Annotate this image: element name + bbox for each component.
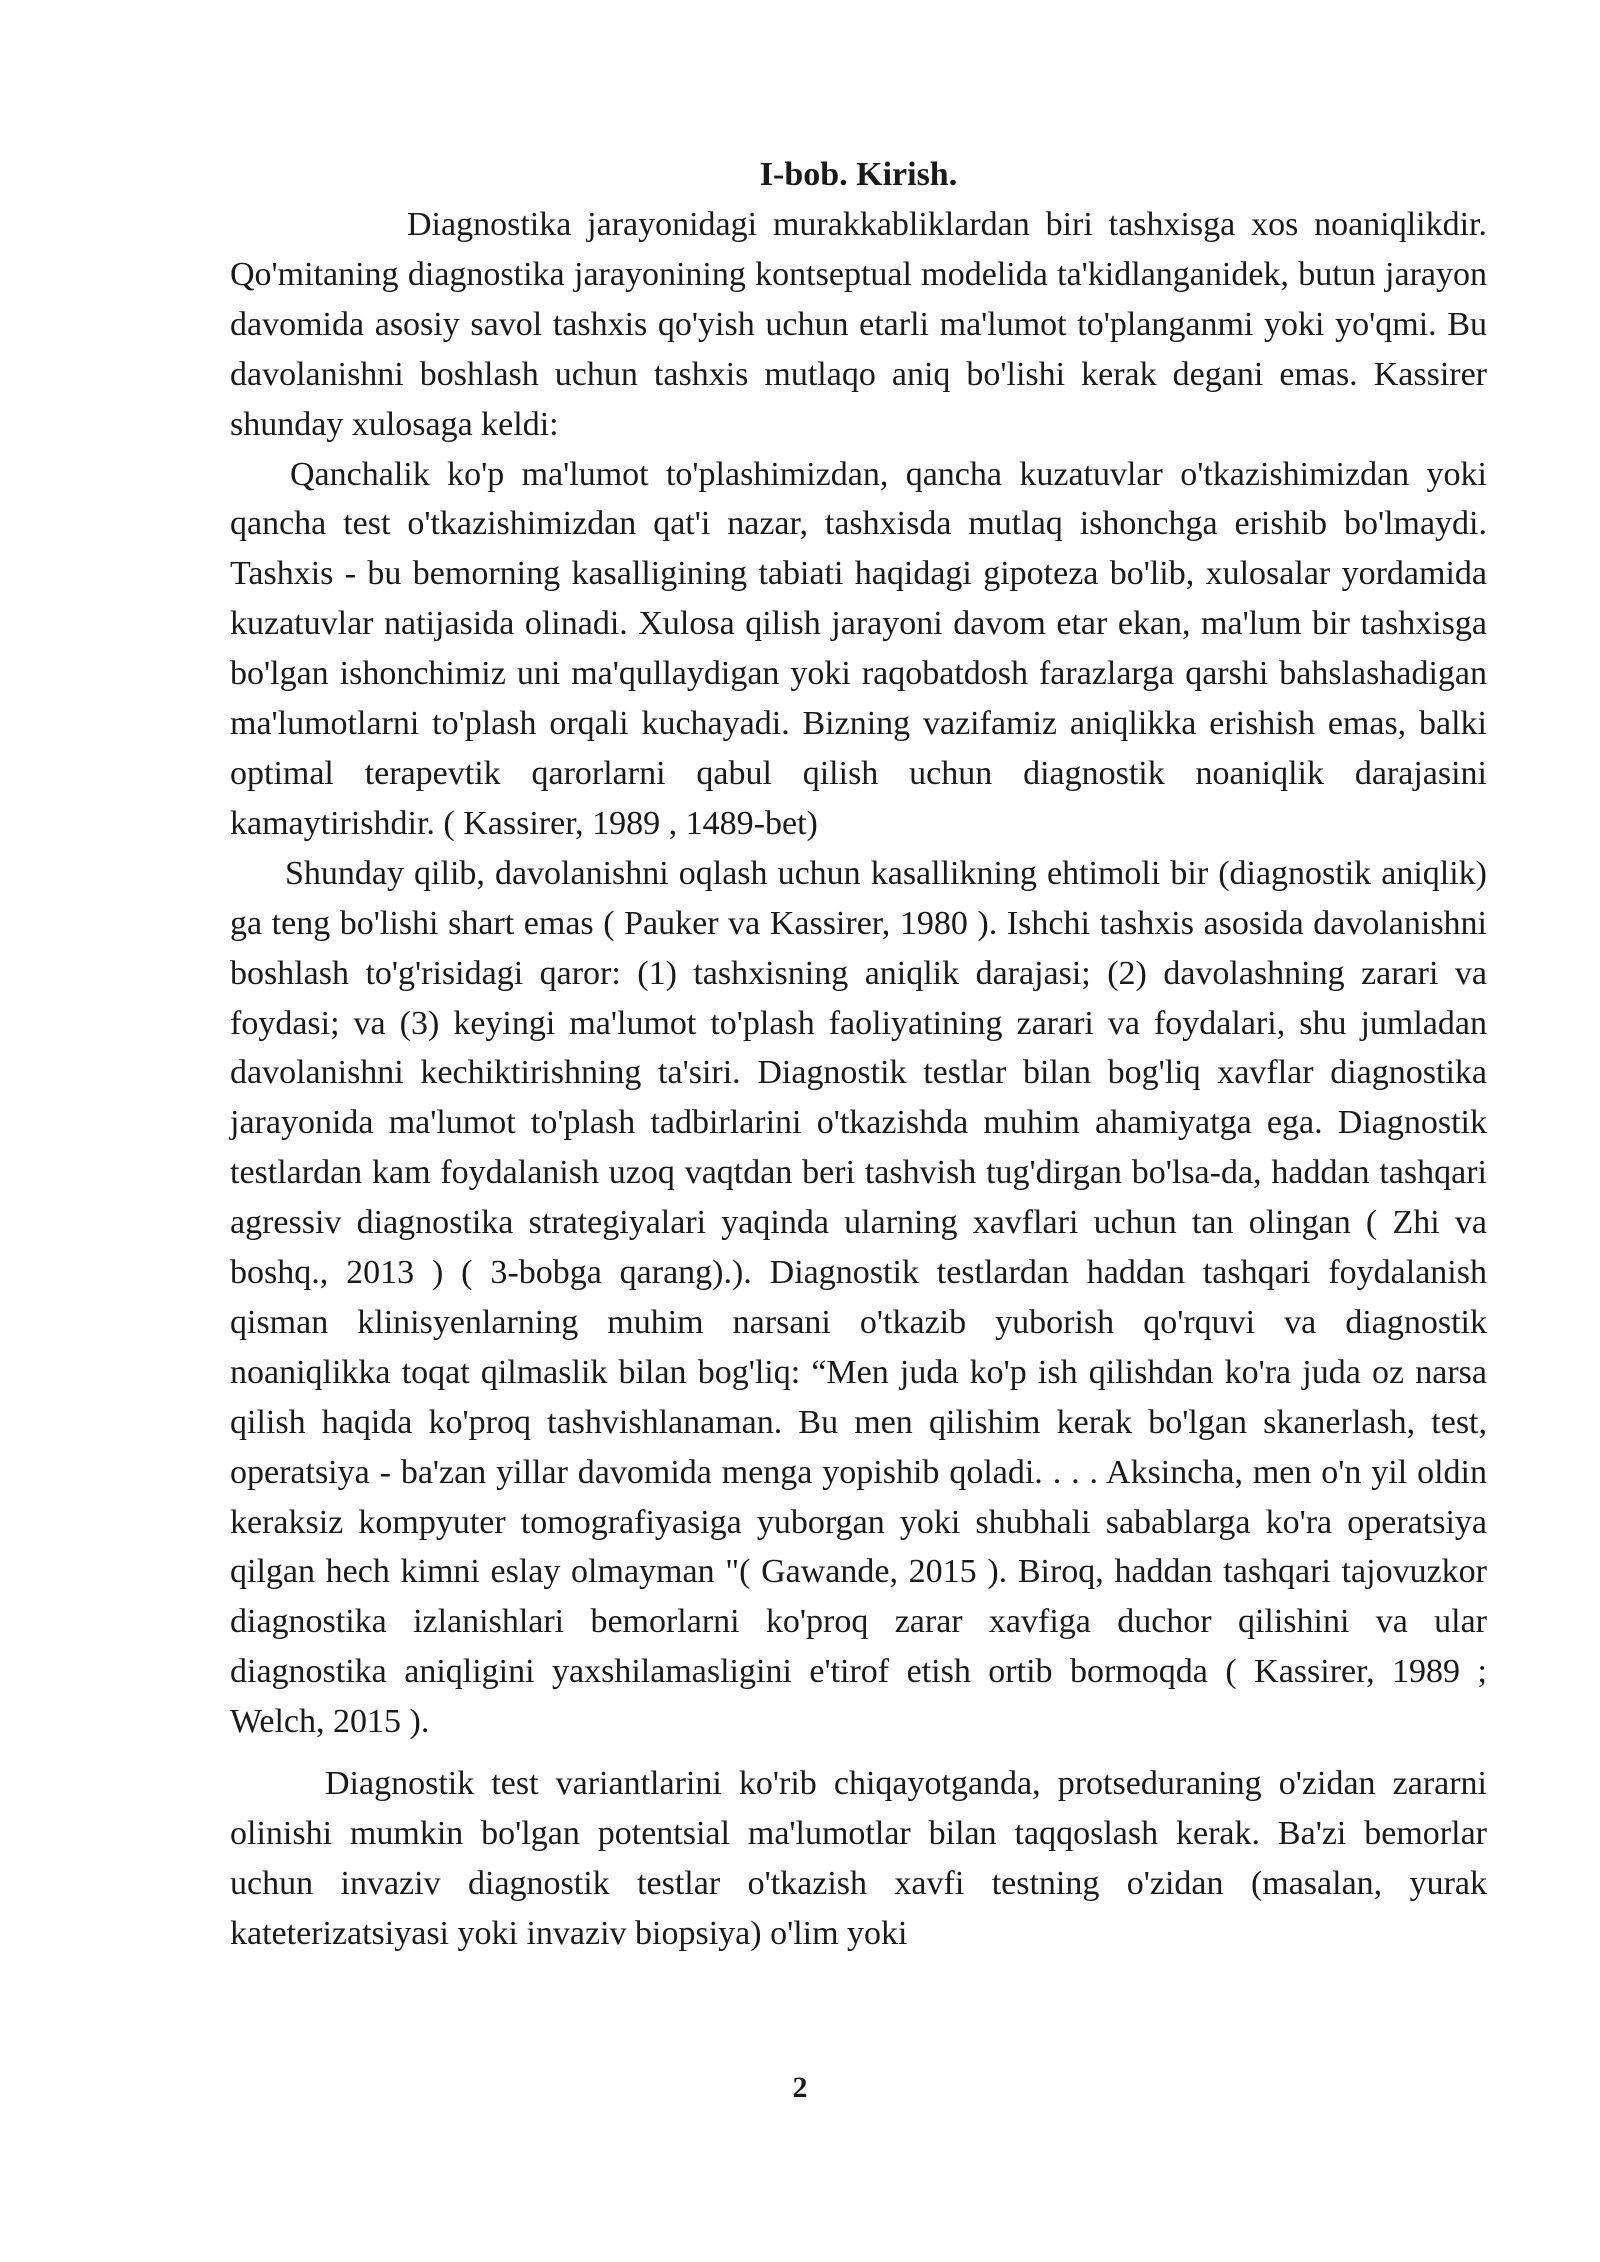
paragraph-1: Diagnostika jarayonidagi murakkabliklardan biri tashxisga xos noaniqlikdir. Qo'mitaning diagnostika jarayonining kontseptual modelida ta'kidlanganidek, butun jarayon davomida asosiy savol tashxis qo'yish uchun etarli ma'lumot to'planganmi yoki yo'qmi. Bu davolanishni boshlash uchun tashxis mutlaqo aniq bo'lishi kerak degani emas. Kassirer shunday xulosaga keldi: — [230, 206, 1487, 443]
paragraph-3: Shunday qilib, davolanishni oqlash uchun kasallikning ehtimoli bir (diagnostik aniqlik) ga teng bo'lishi shart emas ( Pauker va Kassirer, 1980 ). Ishchi tashxis asosida davolanishni boshlash to'g'risidagi qaror: (1) tashxisning aniqlik darajasi; (2) davolashning zarari va foydasi; va (3) keyingi ma'lumot to'plash faoliyatining zarari va foydalari, shu jumladan davolanishni kechiktirishning ta'siri. Diagnostik testlar bilan bog'liq xavflar diagnostika jarayonida ma'lumot to'plash tadbirlarini o'tkazishda muhim ahamiyatga ega. Diagnostik testlardan kam foydalanish uzoq vaqtdan beri tashvish tug'dirgan bo'lsa-da, haddan tashqari agressiv diagnostika strategiyalari yaqinda ularning xavflari uchun tan olingan ( Zhi va boshq., 2013 ) ( 3-bobga qarang).). Diagnostik testlardan haddan tashqari foydalanish qisman klinisyenlarning muhim narsani o'tkazib yuborish qo'rquvi va diagnostik noaniqlikka toqat qilmaslik bilan bog'liq: “Men juda ko'p ish qilishdan ko'ra juda oz narsa qilish haqida ko'proq tashvishlanaman. Bu men qilishim kerak bo'lgan skanerlash, test, operatsiya - ba'zan yillar davomida menga yopishib qoladi. . . . Aksincha, men o'n yil oldin keraksiz kompyuter tomografiyasiga yuborgan yoki shubhali sabablarga ko'ra operatsiya qilgan hech kimni eslay olmayman "( Gawande, 2015 ). Biroq, haddan tashqari tajovuzkor diagnostika izlanishlari bemorlarni ko'proq zarar xavfiga duchor qilishini va ular diagnostika aniqligini yaxshilamasligini e'tirof etish ortib bormoqda ( Kassirer, 1989 ; Welch, 2015 ). — [230, 854, 1487, 1741]
body-text — [230, 150, 1487, 1959]
chapter-heading: I-bob. Kirish. — [759, 156, 958, 193]
page-number: 2 — [792, 2071, 808, 2104]
paragraph-2-quote: Qanchalik ko'p ma'lumot to'plashimizdan, qancha kuzatuvlar o'tkazishimizdan yoki qancha test o'tkazishimizdan qat'i nazar, tashxisda mutlaq ishonchga erishib bo'lmaydi. Tashxis - bu bemorning kasalligining tabiati haqidagi gipoteza bo'lib, xulosalar yordamida kuzatuvlar natijasida olinadi. Xulosa qilish jarayoni davom etar ekan, ma'lum bir tashxisga bo'lgan ishonchimiz uni ma'qullaydigan yoki raqobatdosh farazlarga qarshi bahslashadigan ma'lumotlarni to'plash orqali kuchayadi. Bizning vazifamiz aniqlikka erishish emas, balki optimal terapevtik qarorlarni qabul qilish uchun diagnostik noaniqlik darajasini kamaytirishdir. ( Kassirer, 1989 , 1489-bet) — [230, 455, 1487, 842]
paragraph-4: Diagnostik test variantlarini ko'rib chiqayotganda, protseduraning o'zidan zararni olinishi mumkin bo'lgan potentsial ma'lumotlar bilan taqqoslash kerak. Ba'zi bemorlar uchun invaziv diagnostik testlar o'tkazish xavfi testning o'zidan (masalan, yurak kateterizatsiyasi yoki invaziv biopsiya) o'lim yoki — [230, 1765, 1487, 1952]
paragraph-gap — [230, 1747, 1487, 1759]
